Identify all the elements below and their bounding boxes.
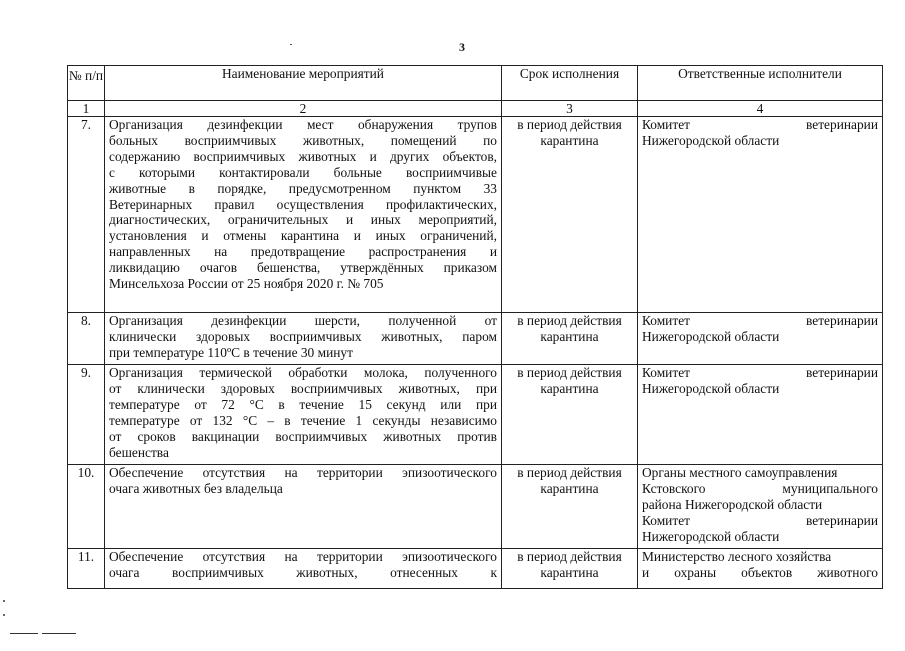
description-line: животные в порядке, предусмотренном пунктом 33	[109, 180, 497, 196]
column-index: 4	[638, 101, 883, 117]
description-line: температуре от 72 °C в течение 15 секунд или при	[109, 396, 497, 412]
description-line: от клинически здоровых восприимчивых животных, при	[109, 380, 497, 396]
description-line: температуре от 132 °C – в течение 1 секунды независимо	[109, 412, 497, 428]
responsible-line: Нижегородской области	[642, 528, 780, 544]
description-line: Организация дезинфекции шерсти, полученной от	[109, 313, 497, 328]
measure-description	[105, 549, 502, 589]
table-row	[68, 117, 883, 313]
responsible-line: Комитет ветеринарии	[642, 512, 878, 528]
table-row	[68, 365, 883, 465]
description-line: диагностических, ограничительных и иных мероприятий,	[109, 212, 497, 228]
footer-rule	[10, 633, 80, 651]
responsible-executors	[638, 117, 883, 313]
responsible-line: Нижегородской области	[642, 328, 780, 344]
column-index: 3	[502, 101, 638, 117]
description-line: клинически здоровых восприимчивых животных, паром	[109, 328, 497, 344]
description-line: Ветеринарных правил осуществления профилактических,	[109, 196, 497, 212]
header-term: Срок исполнения	[502, 66, 638, 101]
measure-description	[105, 365, 502, 465]
scan-mark	[3, 614, 5, 616]
scan-speck	[290, 44, 292, 45]
execution-term	[502, 313, 638, 365]
header-name: Наименование мероприятий	[105, 66, 502, 101]
description-line: Минсельхоза России от 25 ноября 2020 г. № 705	[109, 276, 384, 292]
description-line: содержанию восприимчивых животных и других объектов,	[109, 148, 497, 164]
row-number: 7.	[68, 117, 105, 313]
responsible-line: Нижегородской области	[642, 132, 780, 148]
row-number: 11.	[68, 549, 105, 589]
measures-table	[67, 65, 883, 589]
description-line: больных восприимчивых животных, помещений по	[109, 132, 497, 148]
row-number: 9.	[68, 365, 105, 465]
table-row	[68, 549, 883, 589]
table-row	[68, 465, 883, 549]
column-index: 2	[105, 101, 502, 117]
description-line: при температуре 110ºC в течение 30 минут	[109, 344, 353, 360]
header-resp: Ответственные исполнители	[638, 66, 883, 101]
description-line: ликвидацию очагов бешенства, утверждённых приказом	[109, 260, 497, 276]
measure-description	[105, 313, 502, 365]
term-line: в период действия	[517, 365, 622, 380]
term-line: в период действия	[517, 313, 622, 328]
description-line: от сроков вакцинации восприимчивых животных против	[109, 428, 497, 444]
table-row	[68, 313, 883, 365]
measure-description	[105, 117, 502, 313]
description-line: Организация дезинфекции мест обнаружения трупов	[109, 117, 497, 132]
responsible-line: Нижегородской области	[642, 380, 780, 396]
responsible-line: Комитет ветеринарии	[642, 117, 878, 132]
responsible-line: района Нижегородской области	[642, 496, 823, 512]
term-line: карантина	[540, 480, 599, 496]
responsible-line: Министерство лесного хозяйства	[642, 549, 832, 564]
responsible-executors	[638, 465, 883, 549]
term-line: в период действия	[517, 117, 622, 132]
description-line: очага восприимчивых животных, отнесенных к	[109, 564, 497, 580]
description-line: Обеспечение отсутствия на территории эпизоотического	[109, 465, 497, 480]
responsible-executors	[638, 365, 883, 465]
responsible-line: Органы местного самоуправления	[642, 465, 838, 480]
execution-term	[502, 549, 638, 589]
term-line: карантина	[540, 564, 599, 580]
header-num: № п/п	[68, 66, 105, 101]
responsible-line: и охраны объектов животного	[642, 564, 878, 580]
execution-term	[502, 465, 638, 549]
row-number: 10.	[68, 465, 105, 549]
column-index: 1	[68, 101, 105, 117]
row-number: 8.	[68, 313, 105, 365]
term-line: карантина	[540, 380, 599, 396]
responsible-line: Комитет ветеринарии	[642, 313, 878, 328]
description-line: очага животных без владельца	[109, 480, 283, 496]
responsible-executors	[638, 313, 883, 365]
responsible-line: Комитет ветеринарии	[642, 365, 878, 380]
description-line: Обеспечение отсутствия на территории эпизоотического	[109, 549, 497, 564]
term-line: карантина	[540, 328, 599, 344]
term-line: карантина	[540, 132, 599, 148]
execution-term	[502, 117, 638, 313]
description-line: бешенства	[109, 444, 169, 460]
description-line: установления и отмены карантина и иных ограничений,	[109, 228, 497, 244]
description-line: Организация термической обработки молока, полученного	[109, 365, 497, 380]
scan-mark	[3, 600, 5, 602]
description-line: направленных на предотвращение распространения и	[109, 244, 497, 260]
responsible-executors	[638, 549, 883, 589]
description-line: с которыми контактировали больные восприимчивые	[109, 164, 497, 180]
execution-term	[502, 365, 638, 465]
column-index-row	[68, 101, 883, 117]
measure-description	[105, 465, 502, 549]
table-header-row	[68, 66, 883, 101]
page-number: 3	[459, 40, 465, 54]
term-line: в период действия	[517, 465, 622, 480]
responsible-line: Кстовского муниципального	[642, 480, 878, 496]
term-line: в период действия	[517, 549, 622, 564]
